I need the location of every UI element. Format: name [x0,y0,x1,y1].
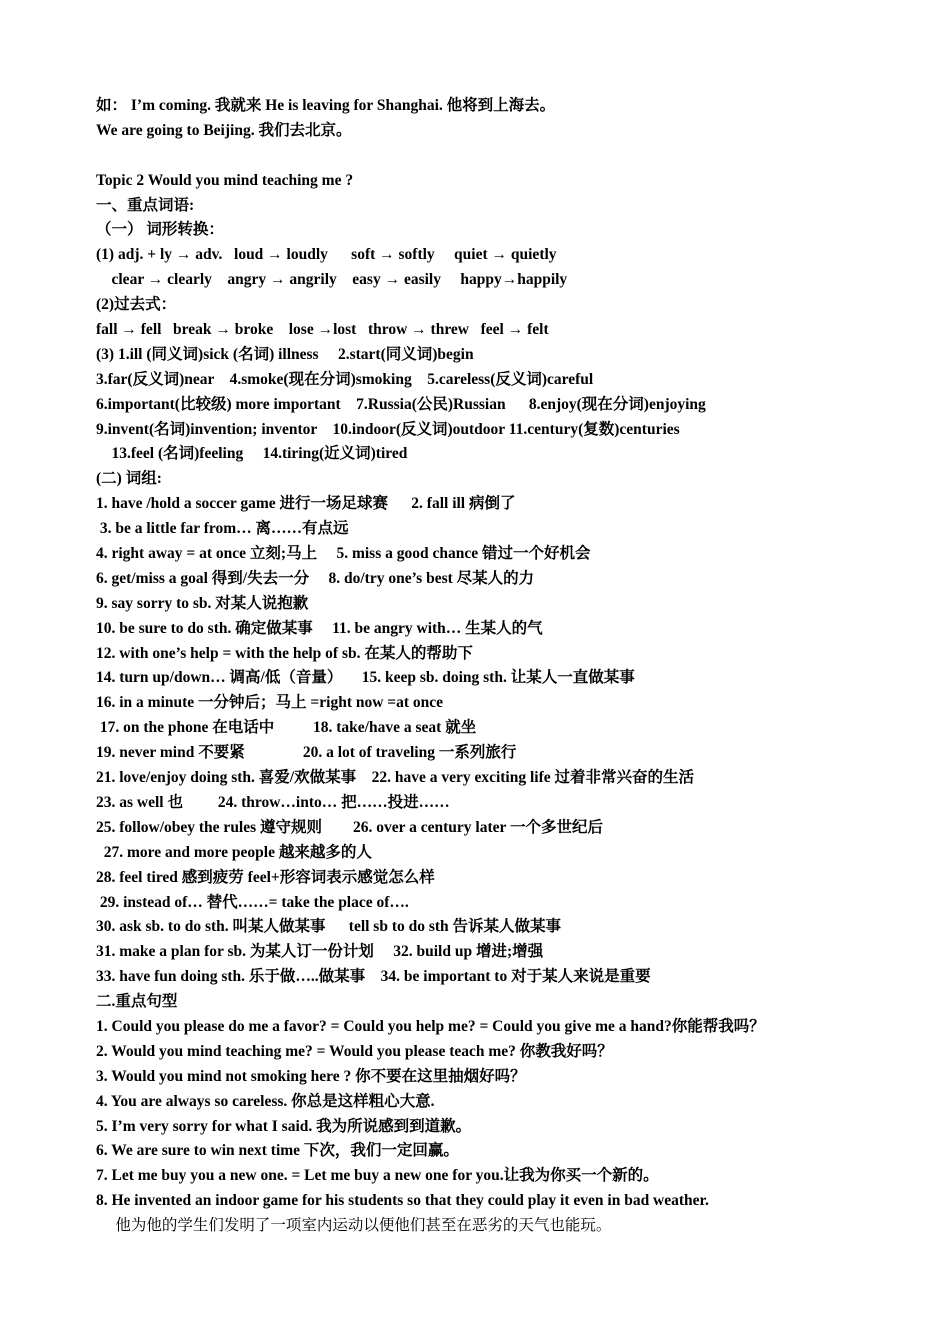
phrase-line: 16. in a minute 一分钟后；马上 =right now =at once [96,694,444,712]
sentence-line: 3. Would you mind not smoking here ? 你不要在这里抽烟好吗？ [96,1067,526,1085]
sentence-line: 5. I’m very sorry for what I said. 我为所说感到到道歉。 [96,1117,472,1135]
subheading-word-forms: （一） 词形转换： [96,221,224,239]
sentence-line: 2. Would you mind teaching me? = Would you please teach me? 你教我好吗？ [96,1042,613,1060]
phrase-line: 33. have fun doing sth. 乐于做…..做某事 34. be important to 对于某人来说是重要 [96,968,651,986]
past-tense-heading: (2)过去式： [96,296,177,314]
phrase-line: 3. be a little far from… 离……有点远 [96,520,349,538]
phrase-line: 29. instead of… 替代……= take the place of…. [96,893,409,911]
word-form-line: 9.invent(名词)invention; inventor 10.indoor(反义词)outdoor 11.century(复数)centuries [96,420,680,438]
phrase-line: 1. have /hold a soccer game 进行一场足球赛 2. fall ill 病倒了 [96,495,516,513]
ly-rule-line-2: clear → clearly angry → angrily easy → easily happy→happily [96,271,568,289]
word-form-line: (3) 1.ill (同义词)sick (名词) illness 2.start(同义词)begin [96,345,474,363]
sentence-line: 8. He invented an indoor game for his students so that they could play it even in bad weather. [96,1192,709,1210]
subheading-phrases: (二) 词组: [96,470,162,488]
sentence-line: 1. Could you please do me a favor? = Could you help me? = Could you give me a hand?你能帮我吗？ [96,1017,765,1035]
phrase-line: 23. as well 也 24. throw…into… 把……投进…… [96,793,450,811]
word-form-line: 6.important(比较级) more important 7.Russia(公民)Russian 8.enjoy(现在分词)enjoying [96,395,706,413]
section-heading-sentences: 二.重点句型 [96,993,178,1011]
intro-line-1: 如： I’m coming. 我就来 He is leaving for Shanghai. 他将到上海去。 [96,97,556,114]
phrase-line: 4. right away = at once 立刻;马上 5. miss a good chance 错过一个好机会 [96,545,591,563]
word-form-line: 13.feel (名词)feeling 14.tiring(近义词)tired [96,445,408,463]
past-tense-line: fall → fell break → broke lose →lost throw → threw feel → felt [96,321,549,339]
sentence-translation: 他为他的学生们发明了一项室内运动以便他们甚至在恶劣的天气也能玩。 [96,1217,612,1235]
phrase-line: 12. with one’s help = with the help of sb. 在某人的帮助下 [96,644,473,662]
intro-line-2: We are going to Beijing. 我们去北京。 [96,121,352,139]
phrase-line: 17. on the phone 在电话中 18. take/have a seat 就坐 [96,719,477,737]
section-heading-vocabulary: 一、重点词语: [96,196,195,214]
phrase-line: 14. turn up/down… 调高/低（音量） 15. keep sb. doing sth. 让某人一直做某事 [96,669,635,687]
word-form-line: 3.far(反义词)near 4.smoke(现在分词)smoking 5.careless(反义词)careful [96,370,594,388]
ly-rule-line-1: (1) adj. + ly → adv. loud → loudly soft → softly quiet → quietly [96,246,557,264]
phrase-line: 9. say sorry to sb. 对某人说抱歉 [96,594,309,612]
phrase-line: 6. get/miss a goal 得到/失去一分 8. do/try one’s best 尽某人的力 [96,569,535,587]
phrase-line: 27. more and more people 越来越多的人 [96,843,372,861]
sentence-line: 4. You are always so careless. 你总是这样粗心大意. [96,1092,435,1110]
phrase-line: 21. love/enjoy doing sth. 喜爱/欢做某事 22. have a very exciting life 过着非常兴奋的生活 [96,769,695,787]
phrase-line: 31. make a plan for sb. 为某人订一份计划 32. build up 增进;增强 [96,943,544,961]
phrase-line: 25. follow/obey the rules 遵守规则 26. over a century later 一个多世纪后 [96,818,603,836]
sentence-line: 7. Let me buy you a new one. = Let me buy a new one for you.让我为你买一个新的。 [96,1167,659,1185]
blank-line [96,144,926,169]
phrase-line: 30. ask sb. to do sth. 叫某人做某事 tell sb to do sth 告诉某人做某事 [96,918,562,936]
phrase-line: 19. never mind 不要紧 20. a lot of traveling 一系列旅行 [96,744,517,762]
sentence-line: 6. We are sure to win next time 下次，我们一定回赢。 [96,1142,459,1160]
phrase-line: 28. feel tired 感到疲劳 feel+形容词表示感觉怎么样 [96,868,435,886]
topic-title: Topic 2 Would you mind teaching me ? [96,171,354,189]
phrase-line: 10. be sure to do sth. 确定做某事 11. be angry with… 生某人的气 [96,619,543,637]
document-page [96,94,926,1239]
